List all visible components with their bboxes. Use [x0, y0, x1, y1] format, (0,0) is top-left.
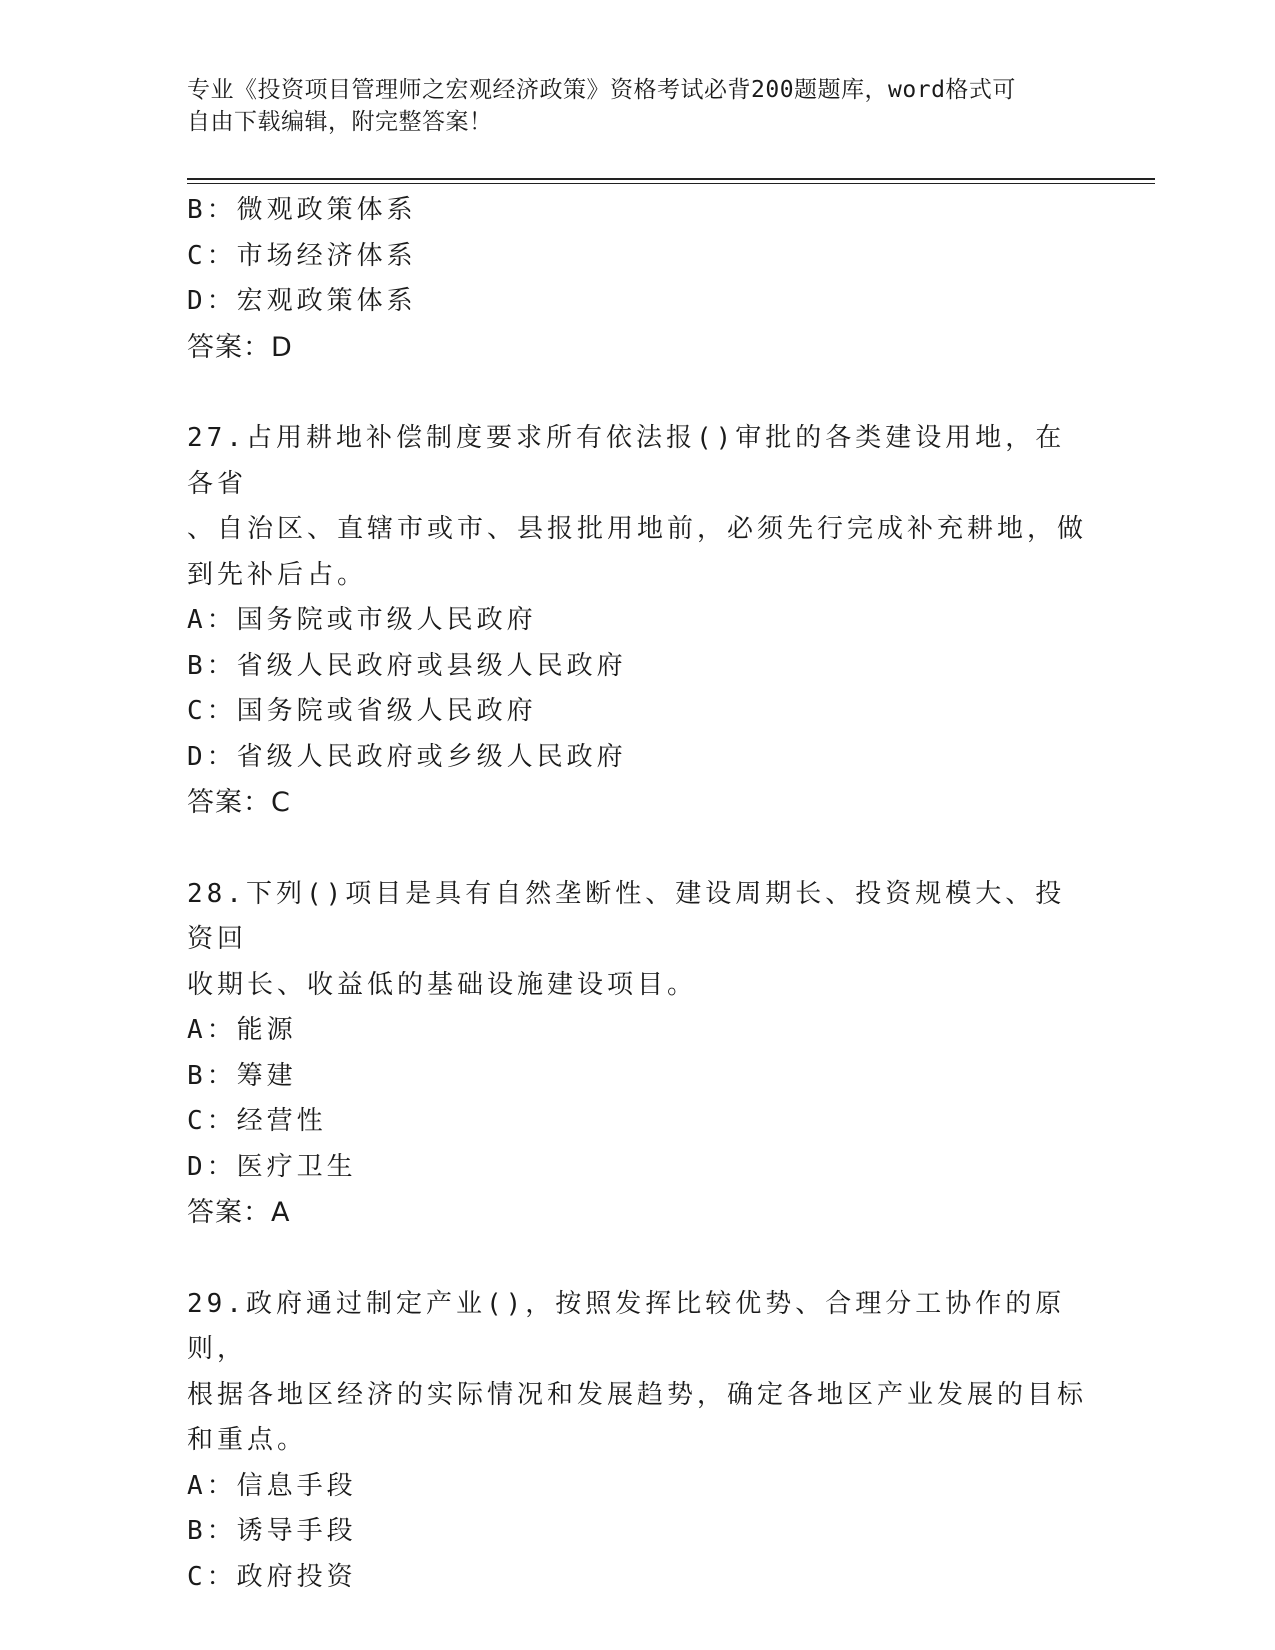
header-line-2: 自由下载编辑，附完整答案！ — [187, 109, 493, 135]
question-text-line: 27.占用耕地补偿制度要求所有依法报()审批的各类建设用地，在各省 — [187, 423, 1066, 499]
option-a: A：能源 — [187, 1015, 297, 1045]
option-a: A：国务院或市级人民政府 — [187, 605, 537, 635]
question-continued — [187, 188, 1087, 370]
option-c: C：市场经济体系 — [187, 240, 417, 271]
option-d: D：宏观政策体系 — [187, 286, 417, 316]
answer-line: 答案：D — [187, 331, 293, 363]
option-b: B：微观政策体系 — [187, 195, 417, 225]
question-29 — [187, 1282, 1087, 1601]
option-c: C：国务院或省级人民政府 — [187, 696, 537, 726]
option-c: C：政府投资 — [187, 1561, 357, 1592]
header-line-1: 专业《投资项目管理师之宏观经济政策》资格考试必背200题题库，word格式可 — [187, 77, 1016, 103]
option-b: B：省级人民政府或县级人民政府 — [187, 650, 627, 681]
question-27 — [187, 416, 1087, 826]
spacer — [187, 370, 1087, 416]
option-b: B：筹建 — [187, 1060, 297, 1091]
question-text-line: 29.政府通过制定产业()，按照发挥比较优势、合理分工协作的原则， — [187, 1288, 1066, 1364]
question-text-line: 收期长、收益低的基础设施建设项目。 — [187, 969, 698, 1000]
header-divider — [187, 178, 1155, 180]
question-28 — [187, 872, 1087, 1236]
question-text-line: 、自治区、直辖市或市、县报批用地前，必须先行完成补充耕地，做 — [187, 514, 1088, 544]
spacer — [187, 826, 1087, 872]
spacer — [187, 1236, 1087, 1282]
document-header — [187, 74, 1087, 138]
answer-line: 答案：A — [187, 1197, 291, 1228]
question-text-line: 根据各地区经济的实际情况和发展趋势，确定各地区产业发展的目标 — [187, 1379, 1088, 1410]
question-text-line: 28.下列()项目是具有自然垄断性、建设周期长、投资规模大、投资回 — [187, 878, 1066, 954]
question-text-line: 和重点。 — [187, 1425, 308, 1455]
option-b: B：诱导手段 — [187, 1516, 357, 1546]
option-d: D：医疗卫生 — [187, 1151, 357, 1182]
header-divider-thin — [187, 183, 1155, 184]
option-c: C：经营性 — [187, 1106, 327, 1136]
question-text-line: 到先补后占。 — [187, 559, 368, 590]
document-body — [187, 188, 1087, 1600]
option-d: D：省级人民政府或乡级人民政府 — [187, 741, 627, 772]
answer-line: 答案：C — [187, 787, 291, 818]
option-a: A：信息手段 — [187, 1470, 357, 1501]
